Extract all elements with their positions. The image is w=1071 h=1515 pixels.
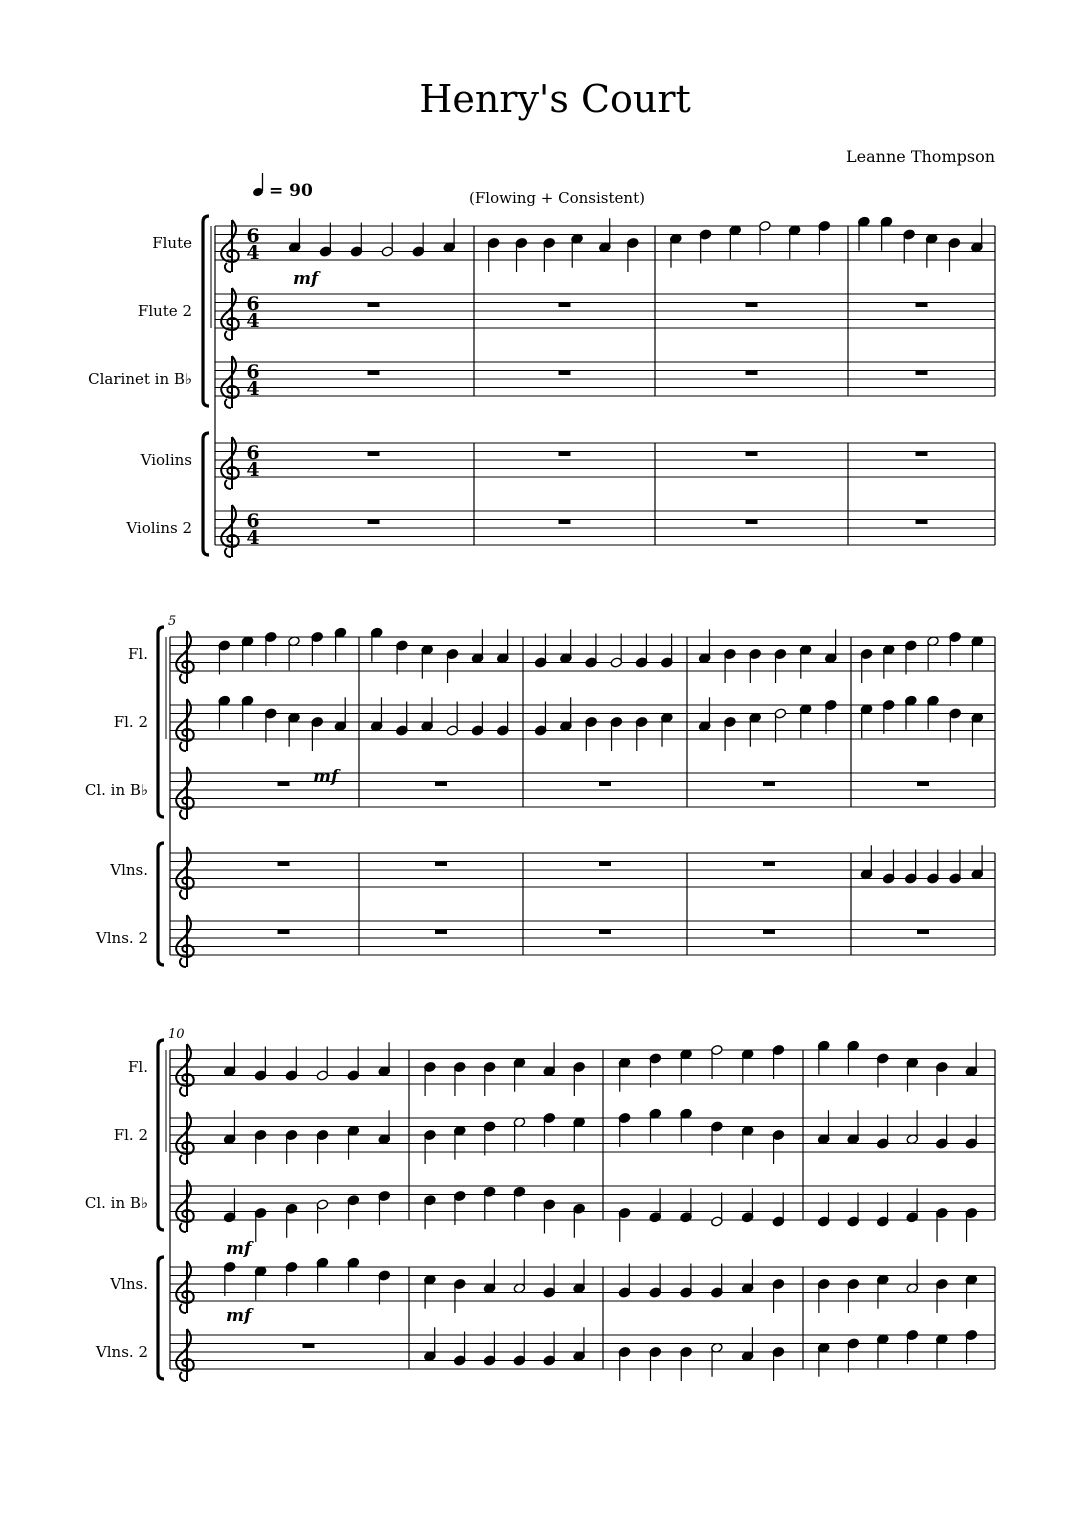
treble-clef-icon bbox=[221, 220, 238, 272]
note bbox=[288, 636, 301, 671]
note bbox=[319, 223, 332, 258]
note bbox=[860, 845, 873, 880]
staff-label: Fl. bbox=[128, 1058, 148, 1076]
dynamic-marking: mf bbox=[226, 1306, 252, 1326]
note bbox=[936, 1115, 949, 1150]
note bbox=[513, 1057, 526, 1092]
note bbox=[927, 695, 940, 730]
note bbox=[421, 644, 434, 679]
note bbox=[965, 1274, 978, 1309]
note bbox=[254, 1129, 267, 1164]
treble-clef-icon bbox=[176, 631, 193, 683]
tempo-marking bbox=[252, 173, 313, 201]
staff-label: Fl. 2 bbox=[113, 1126, 148, 1144]
time-sig-top: 6 bbox=[246, 361, 260, 383]
staff-label: Cl. in B♭ bbox=[84, 781, 148, 799]
note bbox=[412, 223, 425, 258]
note bbox=[724, 648, 737, 683]
whole-rest bbox=[916, 520, 928, 525]
note bbox=[741, 1327, 754, 1362]
whole-rest bbox=[368, 371, 380, 376]
whole-rest bbox=[368, 303, 380, 308]
note bbox=[818, 220, 831, 255]
note bbox=[749, 712, 762, 747]
note bbox=[711, 1342, 724, 1377]
note bbox=[772, 1193, 785, 1228]
note bbox=[741, 1188, 754, 1223]
whole-rest bbox=[763, 930, 775, 935]
note bbox=[925, 233, 938, 268]
treble-clef-icon bbox=[176, 1261, 193, 1313]
note bbox=[543, 1042, 556, 1077]
note bbox=[487, 237, 500, 272]
dynamic-marking: mf bbox=[293, 269, 319, 289]
note bbox=[711, 1193, 724, 1228]
note bbox=[799, 644, 812, 679]
treble-clef-icon bbox=[176, 767, 193, 819]
dynamic-marking: mf bbox=[313, 767, 339, 787]
note bbox=[825, 699, 838, 734]
whole-rest bbox=[278, 930, 290, 935]
time-sig-bottom: 4 bbox=[246, 310, 260, 332]
note bbox=[618, 1112, 631, 1147]
whole-rest bbox=[435, 782, 447, 787]
note bbox=[817, 1110, 830, 1145]
note bbox=[573, 1061, 586, 1096]
note bbox=[680, 1264, 693, 1299]
note bbox=[936, 1061, 949, 1096]
note bbox=[774, 708, 787, 743]
note bbox=[396, 702, 409, 737]
note bbox=[497, 702, 510, 737]
whole-rest bbox=[916, 452, 928, 457]
note bbox=[241, 636, 254, 671]
note bbox=[936, 1278, 949, 1313]
note bbox=[876, 1193, 889, 1228]
note bbox=[316, 1257, 329, 1292]
note bbox=[965, 1207, 978, 1242]
note bbox=[288, 218, 301, 253]
composer-name: Leanne Thompson bbox=[846, 147, 995, 166]
note bbox=[618, 1207, 631, 1242]
note bbox=[649, 1053, 662, 1088]
whole-rest bbox=[746, 452, 758, 457]
note bbox=[585, 716, 598, 751]
note bbox=[618, 1346, 631, 1381]
treble-clef-icon bbox=[176, 1180, 193, 1232]
staff-label: Clarinet in B♭ bbox=[88, 370, 192, 388]
note bbox=[483, 1259, 496, 1294]
note bbox=[285, 1047, 298, 1082]
treble-clef-icon bbox=[221, 288, 238, 340]
note bbox=[573, 1117, 586, 1152]
note bbox=[311, 716, 324, 751]
group-bracket bbox=[203, 433, 209, 555]
note bbox=[772, 1044, 785, 1079]
whole-rest bbox=[916, 303, 928, 308]
note bbox=[971, 218, 984, 253]
note bbox=[711, 1121, 724, 1156]
whole-rest bbox=[599, 862, 611, 867]
note bbox=[741, 1125, 754, 1160]
note bbox=[635, 634, 648, 669]
note bbox=[759, 220, 772, 255]
note bbox=[699, 229, 712, 264]
staff-label: Flute 2 bbox=[137, 302, 192, 320]
treble-clef-icon bbox=[176, 915, 193, 967]
note bbox=[285, 1261, 298, 1296]
note bbox=[876, 1274, 889, 1309]
whole-rest bbox=[763, 782, 775, 787]
note bbox=[218, 695, 231, 730]
staff-label: Violins bbox=[140, 451, 192, 469]
note bbox=[573, 1259, 586, 1294]
note bbox=[772, 1346, 785, 1381]
note bbox=[573, 1327, 586, 1362]
note bbox=[882, 850, 895, 885]
note bbox=[949, 631, 962, 666]
note bbox=[649, 1188, 662, 1223]
note bbox=[543, 1112, 556, 1147]
whole-rest bbox=[746, 371, 758, 376]
note bbox=[453, 1278, 466, 1313]
note bbox=[817, 1278, 830, 1313]
note bbox=[513, 1117, 526, 1152]
note bbox=[971, 712, 984, 747]
note bbox=[543, 1199, 556, 1234]
note bbox=[724, 716, 737, 751]
whole-rest bbox=[559, 520, 571, 525]
whole-rest bbox=[917, 782, 929, 787]
note bbox=[350, 223, 363, 258]
staff-label: Cl. in B♭ bbox=[84, 1194, 148, 1212]
note bbox=[223, 1188, 236, 1223]
staff-label: Vlns. 2 bbox=[95, 929, 148, 947]
note bbox=[949, 850, 962, 885]
note bbox=[560, 697, 573, 732]
treble-clef-icon bbox=[176, 1044, 193, 1096]
note bbox=[618, 1264, 631, 1299]
note bbox=[847, 1338, 860, 1373]
treble-clef-icon bbox=[176, 699, 193, 751]
whole-rest bbox=[368, 452, 380, 457]
note bbox=[370, 697, 383, 732]
note bbox=[936, 1207, 949, 1242]
note bbox=[610, 716, 623, 751]
group-bracket bbox=[158, 843, 164, 965]
note bbox=[817, 1193, 830, 1228]
note bbox=[906, 1110, 919, 1145]
note bbox=[264, 631, 277, 666]
note bbox=[948, 237, 961, 272]
whole-rest bbox=[435, 930, 447, 935]
note bbox=[799, 704, 812, 739]
note bbox=[847, 1110, 860, 1145]
note bbox=[680, 1108, 693, 1143]
note bbox=[381, 223, 394, 258]
note bbox=[880, 216, 893, 251]
treble-clef-icon bbox=[176, 847, 193, 899]
note bbox=[661, 712, 674, 747]
note bbox=[223, 1110, 236, 1145]
whole-rest bbox=[303, 1344, 315, 1349]
note bbox=[378, 1042, 391, 1077]
note bbox=[670, 233, 683, 268]
group-bracket bbox=[158, 627, 164, 817]
note bbox=[424, 1274, 437, 1309]
whole-rest bbox=[559, 371, 571, 376]
note bbox=[223, 1261, 236, 1296]
treble-clef-icon bbox=[221, 505, 238, 557]
time-sig-bottom: 4 bbox=[246, 378, 260, 400]
note bbox=[847, 1278, 860, 1313]
note bbox=[347, 1125, 360, 1160]
note bbox=[396, 640, 409, 675]
note bbox=[847, 1193, 860, 1228]
note bbox=[264, 708, 277, 743]
note bbox=[543, 1264, 556, 1299]
staff-label: Vlns. bbox=[110, 1275, 148, 1293]
staff-label: Violins 2 bbox=[126, 519, 192, 537]
note bbox=[965, 1329, 978, 1364]
time-sig-top: 6 bbox=[246, 442, 260, 464]
note bbox=[905, 850, 918, 885]
note bbox=[316, 1047, 329, 1082]
note bbox=[483, 1121, 496, 1156]
staff-label: Fl. 2 bbox=[113, 713, 148, 731]
note bbox=[471, 629, 484, 664]
note bbox=[513, 1259, 526, 1294]
note bbox=[599, 218, 612, 253]
note bbox=[825, 629, 838, 664]
note bbox=[749, 648, 762, 683]
note bbox=[316, 1129, 329, 1164]
measure-number: 5 bbox=[168, 614, 177, 629]
note bbox=[741, 1049, 754, 1084]
note bbox=[424, 1327, 437, 1362]
note bbox=[729, 225, 742, 260]
measure-number: 10 bbox=[168, 1027, 185, 1042]
systems-layer bbox=[85, 216, 995, 1381]
note bbox=[334, 697, 347, 732]
note bbox=[483, 1061, 496, 1096]
note bbox=[370, 627, 383, 662]
note bbox=[515, 237, 528, 272]
note bbox=[698, 629, 711, 664]
time-sig-top: 6 bbox=[246, 293, 260, 315]
group-bracket bbox=[158, 1040, 164, 1230]
note bbox=[288, 712, 301, 747]
note bbox=[334, 627, 347, 662]
note bbox=[421, 697, 434, 732]
group-bracket bbox=[203, 216, 209, 406]
whole-rest bbox=[278, 862, 290, 867]
group-bracket bbox=[158, 1257, 164, 1379]
note bbox=[453, 1061, 466, 1096]
note bbox=[347, 1257, 360, 1292]
expression-text: (Flowing + Consistent) bbox=[469, 189, 645, 207]
note bbox=[876, 1115, 889, 1150]
whole-rest bbox=[746, 303, 758, 308]
note bbox=[218, 640, 231, 675]
note bbox=[965, 1115, 978, 1150]
note bbox=[649, 1108, 662, 1143]
treble-clef-icon bbox=[221, 356, 238, 408]
whole-rest bbox=[559, 452, 571, 457]
note bbox=[453, 1332, 466, 1367]
note bbox=[241, 695, 254, 730]
treble-clef-icon bbox=[176, 1112, 193, 1164]
note bbox=[311, 631, 324, 666]
note bbox=[649, 1264, 662, 1299]
note bbox=[610, 634, 623, 669]
note bbox=[497, 629, 510, 664]
note bbox=[876, 1053, 889, 1088]
note bbox=[971, 845, 984, 880]
note bbox=[254, 1266, 267, 1301]
whole-rest bbox=[435, 862, 447, 867]
note bbox=[446, 648, 459, 683]
system-1 bbox=[88, 216, 995, 557]
note bbox=[534, 702, 547, 737]
whole-rest bbox=[599, 782, 611, 787]
note bbox=[965, 1042, 978, 1077]
note bbox=[635, 716, 648, 751]
treble-clef-icon bbox=[176, 1329, 193, 1381]
treble-clef-icon bbox=[221, 437, 238, 489]
time-sig-top: 6 bbox=[246, 225, 260, 247]
whole-rest bbox=[368, 520, 380, 525]
note bbox=[949, 708, 962, 743]
note bbox=[788, 225, 801, 260]
system-3 bbox=[85, 1027, 995, 1381]
note bbox=[741, 1259, 754, 1294]
note bbox=[847, 1040, 860, 1075]
whole-rest bbox=[917, 930, 929, 935]
note bbox=[680, 1049, 693, 1084]
note bbox=[971, 636, 984, 671]
note bbox=[443, 218, 456, 253]
note bbox=[649, 1346, 662, 1381]
note bbox=[772, 1129, 785, 1164]
note bbox=[882, 699, 895, 734]
time-sig-bottom: 4 bbox=[246, 459, 260, 481]
time-sig-top: 6 bbox=[246, 510, 260, 532]
note bbox=[543, 1332, 556, 1367]
whole-rest bbox=[746, 520, 758, 525]
note bbox=[680, 1188, 693, 1223]
note bbox=[860, 704, 873, 739]
note bbox=[483, 1332, 496, 1367]
note bbox=[424, 1061, 437, 1096]
note bbox=[571, 233, 584, 268]
note bbox=[905, 695, 918, 730]
note bbox=[905, 640, 918, 675]
note bbox=[772, 1278, 785, 1313]
note bbox=[903, 229, 916, 264]
note bbox=[618, 1057, 631, 1092]
note bbox=[560, 629, 573, 664]
whole-rest bbox=[599, 930, 611, 935]
score-title: Henry's Court bbox=[419, 77, 691, 121]
note bbox=[711, 1044, 724, 1079]
whole-rest bbox=[278, 782, 290, 787]
staff-label: Flute bbox=[152, 234, 192, 252]
note bbox=[711, 1264, 724, 1299]
note bbox=[254, 1047, 267, 1082]
note bbox=[860, 648, 873, 683]
note bbox=[661, 634, 674, 669]
note bbox=[513, 1332, 526, 1367]
dynamic-marking: mf bbox=[226, 1239, 252, 1259]
note bbox=[774, 648, 787, 683]
note bbox=[543, 237, 556, 272]
staff-label: Vlns. bbox=[110, 861, 148, 879]
whole-rest bbox=[559, 303, 571, 308]
staff-label: Vlns. 2 bbox=[95, 1343, 148, 1361]
note bbox=[534, 634, 547, 669]
tempo-value: = 90 bbox=[269, 181, 313, 201]
time-sig-bottom: 4 bbox=[246, 527, 260, 549]
note bbox=[858, 216, 871, 251]
note bbox=[927, 636, 940, 671]
note bbox=[698, 697, 711, 732]
note bbox=[927, 850, 940, 885]
note bbox=[378, 1270, 391, 1305]
whole-rest bbox=[916, 371, 928, 376]
note bbox=[223, 1042, 236, 1077]
note bbox=[471, 702, 484, 737]
note bbox=[906, 1259, 919, 1294]
note bbox=[453, 1125, 466, 1160]
note bbox=[585, 634, 598, 669]
note bbox=[882, 644, 895, 679]
note bbox=[817, 1342, 830, 1377]
note bbox=[680, 1346, 693, 1381]
note bbox=[876, 1334, 889, 1369]
staff-label: Fl. bbox=[128, 645, 148, 663]
note bbox=[906, 1329, 919, 1364]
time-sig-bottom: 4 bbox=[246, 242, 260, 264]
note bbox=[424, 1129, 437, 1164]
note bbox=[626, 237, 639, 272]
note bbox=[906, 1057, 919, 1092]
note bbox=[936, 1334, 949, 1369]
note bbox=[817, 1040, 830, 1075]
system-2 bbox=[85, 614, 995, 967]
note bbox=[347, 1047, 360, 1082]
whole-rest bbox=[763, 862, 775, 867]
note bbox=[254, 1207, 267, 1242]
note bbox=[906, 1188, 919, 1223]
note bbox=[316, 1199, 329, 1234]
note bbox=[378, 1110, 391, 1145]
note bbox=[446, 702, 459, 737]
note bbox=[285, 1129, 298, 1164]
